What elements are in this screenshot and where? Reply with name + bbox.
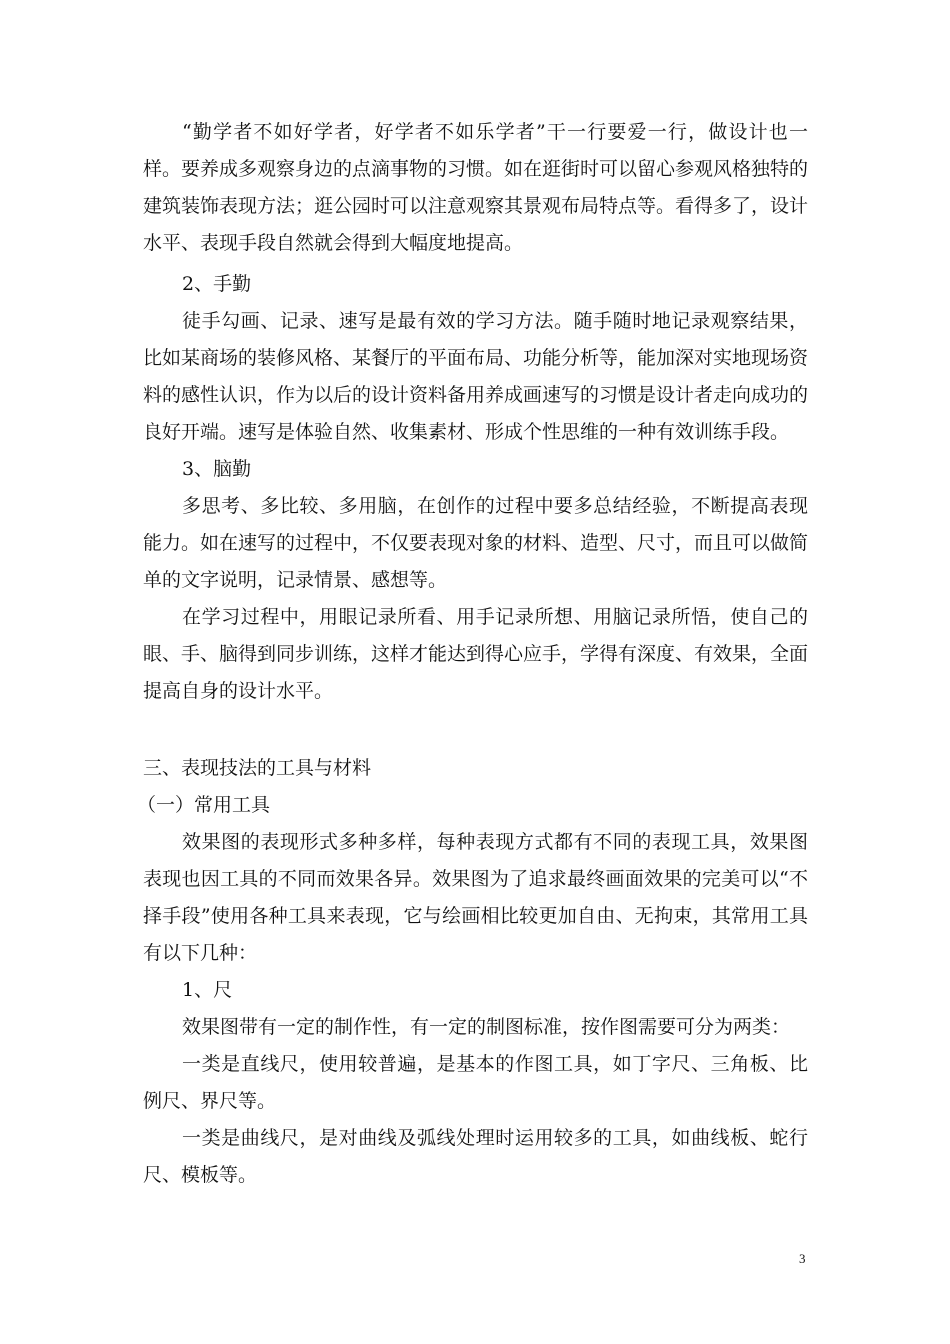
page-number: 3 [799, 1251, 806, 1266]
paragraph-synchronized-training: 在学习过程中，用眼记录所看、用手记录所想、用脑记录所悟，使自己的眼、手、脑得到同步训练，这样才能达到得心应手，学得有深度、有效果，全面提高自身的设计水平。 [143, 606, 809, 702]
paragraph-tools-overview: 效果图的表现形式多种多样，每种表现方式都有不同的表现工具，效果图表现也因工具的不同而效果各异。效果图为了追求最终画面效果的完美可以“不择手段”使用各种工具来表现，它与绘画相比较更加自由、无拘束，其常用工具有以下几种： [143, 831, 808, 964]
paragraph-thinking: 多思考、多比较、多用脑，在创作的过程中要多总结经验，不断提高表现能力。如在速写的过程中，不仅要表现对象的材料、造型、尺寸，而且可以做简单的文字说明，记录情景、感想等。 [143, 495, 809, 591]
subsection-heading-common-tools: （一）常用工具 [137, 794, 271, 816]
paragraph-curve-rulers: 一类是曲线尺，是对曲线及弧线处理时运用较多的工具，如曲线板、蛇行尺、模板等。 [143, 1127, 808, 1186]
paragraph-love-learning: “勤学者不如好学者，好学者不如乐学者”干一行要爱一行，做设计也一样。要养成多观察身边的点滴事物的习惯。如在逛街时可以留心参观风格独特的建筑装饰表现方法；逛公园时可以注意观察其景观布局特点等。看得多了，设计水平、表现手段自然就会得到大幅度地提高。 [143, 121, 809, 254]
paragraph-sketching: 徒手勾画、记录、速写是最有效的学习方法。随手随时地记录观察结果，比如某商场的装修风格、某餐厅的平面布局、功能分析等，能加深对实地现场资料的感性认识，作为以后的设计资料备用养成画速写的习惯是设计者走向成功的良好开端。速写是体验自然、收集素材、形成个性思维的一种有效训练手段。 [143, 310, 809, 443]
heading-brain-diligence: 3、脑勤 [182, 458, 252, 480]
paragraph-straight-rulers: 一类是直线尺，使用较普遍，是基本的作图工具，如丁字尺、三角板、比例尺、界尺等。 [143, 1053, 808, 1112]
heading-ruler: 1、尺 [182, 979, 233, 1001]
section-heading-tools-materials: 三、表现技法的工具与材料 [143, 757, 372, 779]
heading-hand-diligence: 2、手勤 [182, 273, 252, 295]
paragraph-ruler-types: 效果图带有一定的制作性，有一定的制图标准，按作图需要可分为两类： [182, 1016, 791, 1038]
